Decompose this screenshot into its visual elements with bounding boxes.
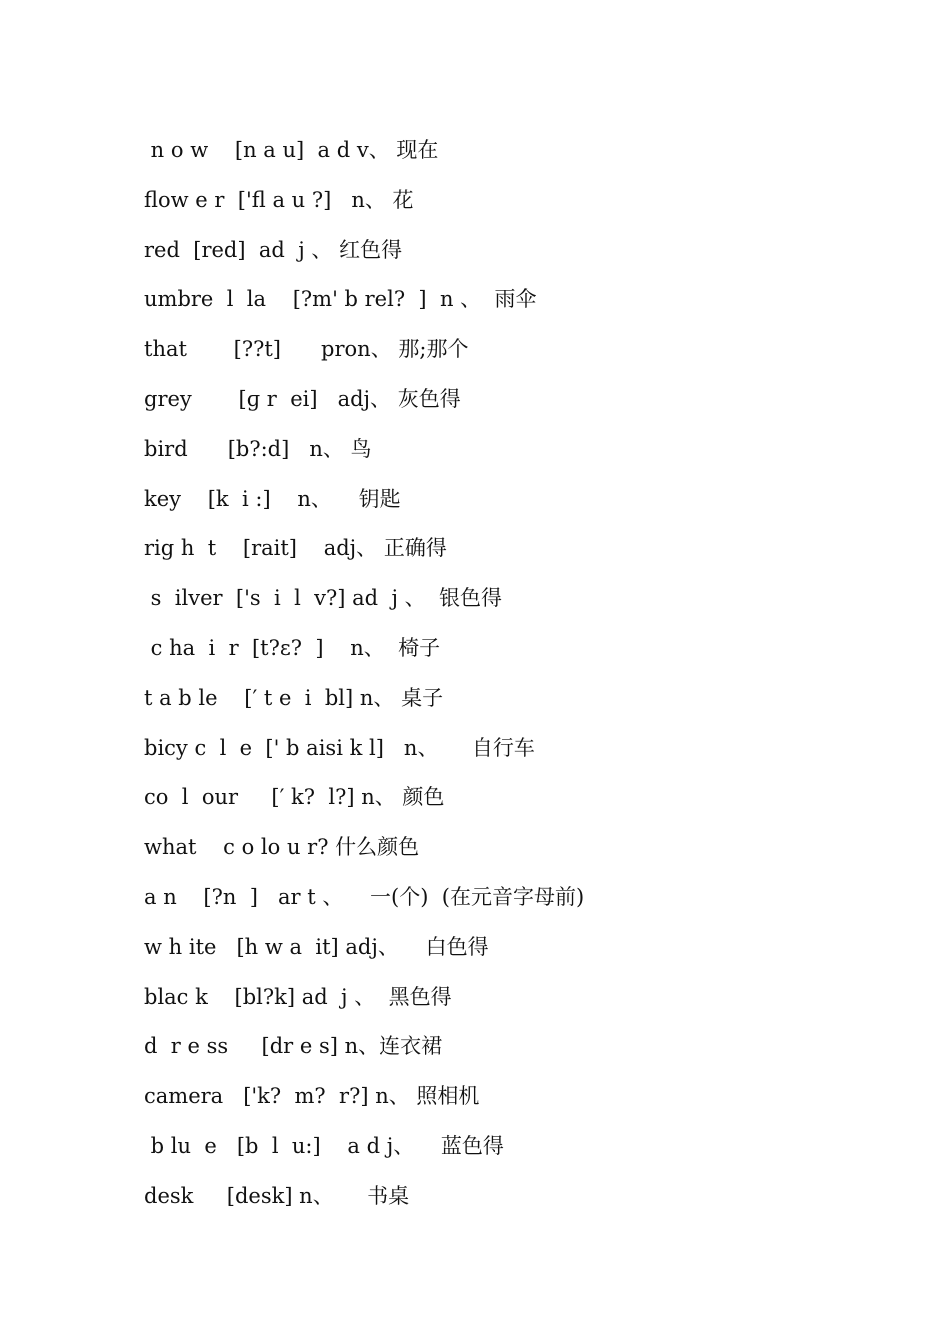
vocab-line: umbre l la [?m' b rel? ] n 、 雨伞: [144, 287, 537, 312]
vocab-line: that [??t] pron、 那;那个: [144, 337, 469, 362]
vocab-line: rig h t [rait] adj、 正确得: [144, 536, 447, 561]
vocab-line: key [k i :] n、 钥匙: [144, 486, 401, 511]
vocab-line: c ha i r [t?ε? ] n、 椅子: [144, 635, 441, 660]
vocab-line: what c o lo u r? 什么颜色: [144, 835, 420, 860]
vocab-line: flow e r ['fl a u ?] n、 花: [144, 187, 414, 212]
vocab-line: co l our [′ k? l?] n、 颜色: [144, 785, 445, 810]
vocab-line: t a b le [′ t e i bl] n、 桌子: [144, 685, 444, 710]
vocab-line: a n [?n ] ar t 、 一(个) (在元音字母前): [144, 884, 585, 909]
vocab-line: d r e ss [dr e s] n、连衣裙: [144, 1034, 443, 1059]
vocab-line: bird [b?:d] n、 鸟: [144, 436, 372, 461]
vocab-line: camera ['k? m? r?] n、 照相机: [144, 1084, 480, 1109]
vocab-line: grey [ɡ r ei] adj、 灰色得: [144, 386, 461, 411]
vocab-line: n o w [n a u] a d v、 现在: [144, 138, 439, 162]
vocabulary-list: [144, 134, 584, 1230]
vocab-line: s ilver ['s i l v?] ad j 、 银色得: [144, 586, 502, 611]
vocab-line: bicy c l e [' b aisi k l] n、 自行车: [144, 735, 535, 760]
vocab-line: red [red] ad j 、 红色得: [144, 237, 403, 262]
vocab-line: w h ite [h w a it] adj、 白色得: [144, 934, 489, 959]
vocab-line: desk [desk] n、 书桌: [144, 1183, 410, 1208]
vocab-line: blac k [bl?k] ad j 、 黑色得: [144, 984, 452, 1009]
vocab-line: b lu e [b l u:] a d j、 蓝色得: [144, 1133, 504, 1158]
